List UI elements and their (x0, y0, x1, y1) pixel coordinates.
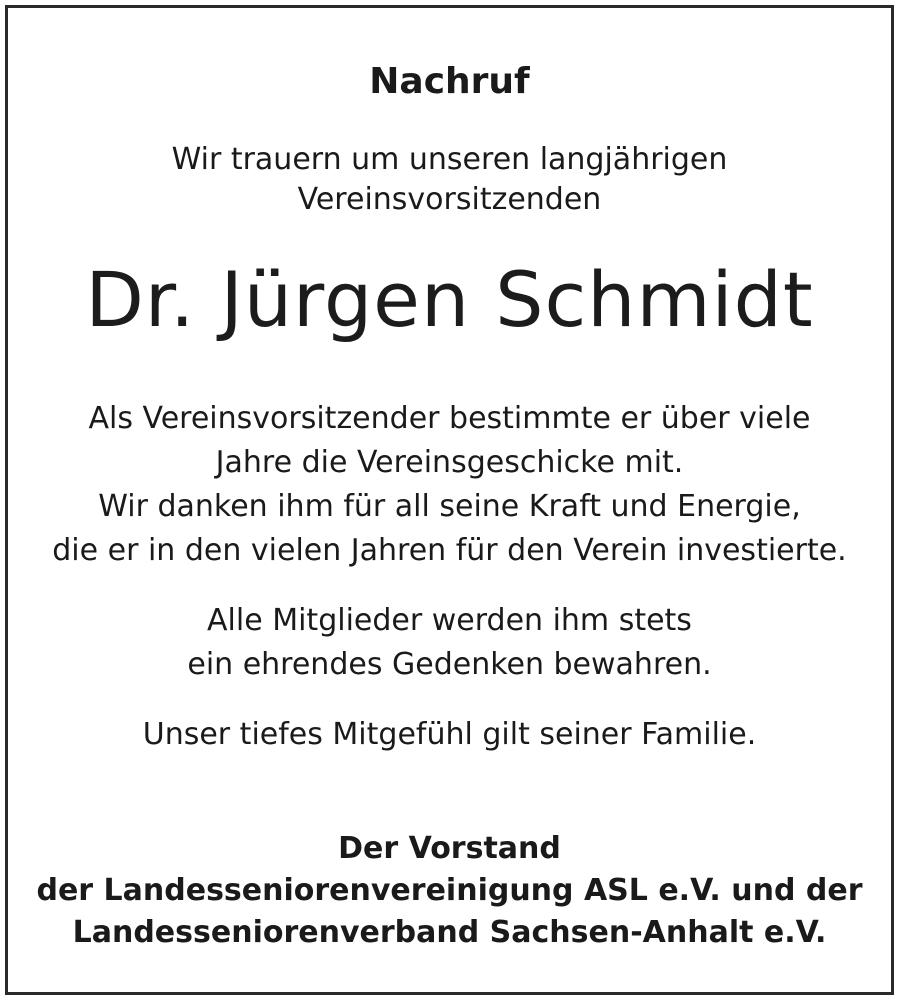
body-line-2: Jahre die Vereinsgeschicke mit. (215, 445, 684, 480)
body-line-3: Wir danken ihm für all seine Kraft und Energie, (98, 489, 801, 524)
body-line-5: Alle Mitglieder werden ihm stets (207, 603, 692, 638)
signature-line-3: Landesseniorenverband Sachsen-Anhalt e.V. (72, 915, 827, 950)
signature-line-2: der Landesseniorenvereinigung ASL e.V. und der (36, 873, 863, 908)
signature-line-1: Der Vorstand (338, 831, 561, 866)
notice-title: Nachruf (369, 61, 530, 102)
body-line-1: Als Vereinsvorsitzender bestimmte er über viele (88, 401, 811, 436)
body-line-7: Unser tiefes Mitgefühl gilt seiner Familie. (142, 717, 757, 752)
intro-line-2: Vereinsvorsitzenden (297, 182, 602, 217)
intro-line-1: Wir trauern um unseren langjährigen (171, 142, 728, 177)
body-line-4: die er in den vielen Jahren für den Verein investierte. (52, 533, 847, 568)
body-line-6: ein ehrendes Gedenken bewahren. (187, 647, 712, 682)
deceased-name: Dr. Jürgen Schmidt (85, 255, 814, 344)
